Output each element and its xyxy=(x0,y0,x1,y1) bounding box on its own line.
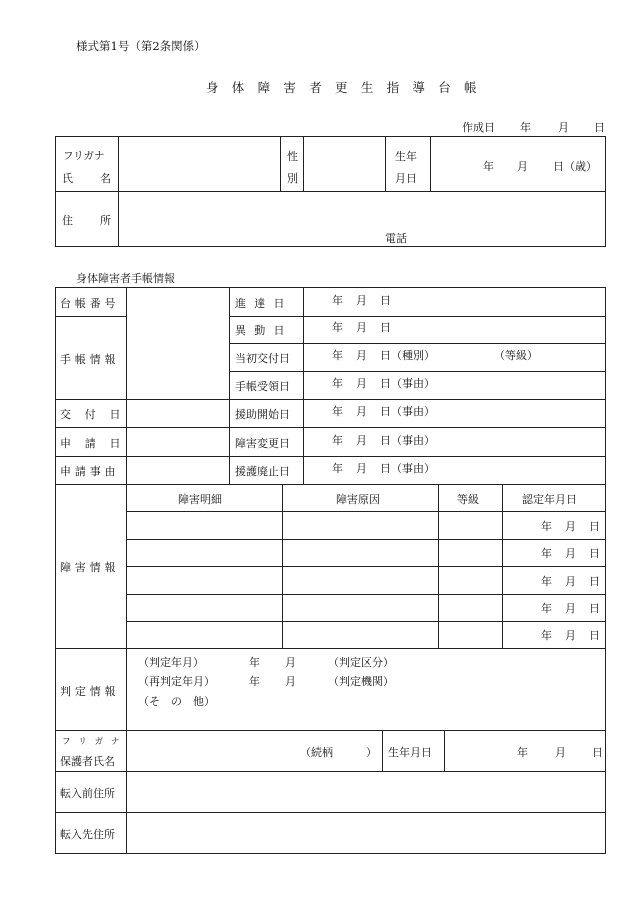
created-date-label: 作成日 xyxy=(462,121,495,134)
cert-month-unit: 月 xyxy=(565,547,576,560)
form-number: 様式第1号（第2条関係） xyxy=(76,39,206,53)
cert-month-unit: 月 xyxy=(565,520,576,533)
address-label-1: 住 xyxy=(62,214,73,227)
cert-year-unit: 年 xyxy=(541,629,552,642)
shogai-henko-jiyu: 日（事由） xyxy=(380,434,435,447)
title-char: 体 xyxy=(231,80,245,95)
engo-haishi-month-unit: 月 xyxy=(356,462,367,475)
header-grade: 等級 xyxy=(457,493,479,506)
techo-section-title: 身体障害者手帳情報 xyxy=(76,272,175,285)
cert-month-unit: 月 xyxy=(565,629,576,642)
title-char: 台 xyxy=(438,80,451,95)
cert-day-unit: 日 xyxy=(589,602,600,615)
title-char: 生 xyxy=(360,80,374,95)
header-disability-cause: 障害原因 xyxy=(336,493,380,506)
shogai-henko-year-unit: 年 xyxy=(332,434,343,447)
ido-day-unit: 日 xyxy=(380,321,391,334)
label-daicho-no: 台帳番号 xyxy=(60,297,120,310)
cert-day-unit: 日 xyxy=(589,547,600,560)
title-char: 指 xyxy=(386,80,400,95)
label-shogai-henko-date: 障害変更日 xyxy=(235,437,290,450)
name-label-2: 名 xyxy=(100,172,111,185)
created-year-unit: 年 xyxy=(520,121,531,134)
cert-year-unit: 年 xyxy=(541,547,552,560)
transfer-after-field[interactable] xyxy=(127,813,605,853)
shinsei-jiyu-field[interactable] xyxy=(127,457,228,483)
engo-haishi-jiyu: 日（事由） xyxy=(380,462,435,475)
shinsei-date-field[interactable] xyxy=(127,428,228,455)
guardian-birth-day-unit: 日 xyxy=(592,746,603,759)
enjo-kaishi-month-unit: 月 xyxy=(356,405,367,418)
juryo-jiyu: 日（事由） xyxy=(380,377,435,390)
header-disability-detail: 障害明細 xyxy=(178,493,222,506)
label-enjo-kaishi-date: 援助開始日 xyxy=(235,408,290,421)
guardian-birth-label: 生年月日 xyxy=(388,746,432,759)
cert-month-unit: 月 xyxy=(565,602,576,615)
daicho-no-field[interactable] xyxy=(127,288,228,315)
juryo-year-unit: 年 xyxy=(332,377,343,390)
address-field[interactable] xyxy=(119,192,605,246)
disability-row-4[interactable] xyxy=(127,595,605,620)
hantei-month-unit: 月 xyxy=(285,656,296,669)
cert-month-unit: 月 xyxy=(565,575,576,588)
disability-row-3[interactable] xyxy=(127,567,605,593)
guardian-birth-month-unit: 月 xyxy=(555,746,566,759)
birth-label-1: 生年 xyxy=(395,150,417,163)
name-field[interactable] xyxy=(119,137,279,190)
address-label-2: 所 xyxy=(100,214,111,227)
label-juryo-date: 手帳受領日 xyxy=(235,380,290,393)
guardian-birth-year-unit: 年 xyxy=(517,746,528,759)
created-day-unit: 日 xyxy=(594,121,605,134)
guardian-furigana-label: フ リ ガ ナ xyxy=(62,737,122,747)
cert-day-unit: 日 xyxy=(589,520,600,533)
cert-year-unit: 年 xyxy=(541,602,552,615)
shintatsu-month-unit: 月 xyxy=(356,294,367,307)
shogai-henko-month-unit: 月 xyxy=(356,434,367,447)
label-hantei-info: 判定情報 xyxy=(60,685,120,698)
label-ido-date: 異動日 xyxy=(235,324,293,337)
toshokofu-year-unit: 年 xyxy=(332,349,343,362)
hantei-other-label: （そ の 他） xyxy=(138,695,215,708)
birth-month-unit: 月 xyxy=(517,160,528,173)
transfer-before-field[interactable] xyxy=(127,772,605,811)
shintatsu-day-unit: 日 xyxy=(380,294,391,307)
phone-label: 電話 xyxy=(385,232,407,245)
label-engo-haishi-date: 援護廃止日 xyxy=(235,465,290,478)
hantei-kikan-label: （判定機関） xyxy=(328,675,394,688)
label-transfer-before: 転入前住所 xyxy=(60,787,115,800)
disability-row-2[interactable] xyxy=(127,540,605,565)
juryo-month-unit: 月 xyxy=(356,377,367,390)
shintatsu-year-unit: 年 xyxy=(332,294,343,307)
created-month-unit: 月 xyxy=(558,121,569,134)
title-char: 更 xyxy=(335,80,348,95)
header-cert-date: 認定年月日 xyxy=(522,493,577,506)
sex-label-2: 別 xyxy=(287,172,298,185)
toshokofu-tokyu: （等級） xyxy=(494,349,538,362)
ido-year-unit: 年 xyxy=(332,321,343,334)
furigana-label: フリガナ xyxy=(63,150,105,162)
label-disability-info: 障害情報 xyxy=(60,561,120,574)
birth-label-2: 月日 xyxy=(395,172,417,185)
cert-year-unit: 年 xyxy=(541,575,552,588)
title-char: 害 xyxy=(283,80,296,95)
engo-haishi-year-unit: 年 xyxy=(332,462,343,475)
label-shintatsu-date: 進達日 xyxy=(235,297,293,310)
techo-info-field[interactable] xyxy=(127,317,228,398)
hantei-date-label: （判定年月） xyxy=(138,656,204,669)
toshokofu-shubetsu: 日（種別） xyxy=(380,349,435,362)
label-shinsei-jiyu: 申請事由 xyxy=(60,465,120,478)
birth-year-unit: 年 xyxy=(483,160,494,173)
cert-day-unit: 日 xyxy=(589,629,600,642)
page-title xyxy=(206,78,477,96)
title-char: 者 xyxy=(309,80,322,95)
title-char: 帳 xyxy=(464,80,477,95)
title-char: 導 xyxy=(412,80,425,95)
disability-row-1[interactable] xyxy=(127,512,605,538)
hantei-kubun-label: （判定区分） xyxy=(328,656,394,669)
birth-age-unit: 日（歳） xyxy=(553,160,597,173)
guardian-relation-label: （続柄 ） xyxy=(300,746,377,759)
label-kofu-date: 交付日 xyxy=(60,408,135,421)
kofu-date-field[interactable] xyxy=(127,400,228,426)
label-toshokofu-date: 当初交付日 xyxy=(235,352,290,365)
ido-month-unit: 月 xyxy=(356,321,367,334)
sex-label-1: 性 xyxy=(287,150,298,163)
re-hantei-year-unit: 年 xyxy=(249,675,260,688)
guardian-name-label: 保護者氏名 xyxy=(60,755,115,768)
hantei-year-unit: 年 xyxy=(249,656,260,669)
label-techo-info: 手帳情報 xyxy=(60,353,120,366)
disability-row-5[interactable] xyxy=(127,622,605,647)
re-hantei-month-unit: 月 xyxy=(285,675,296,688)
cert-day-unit: 日 xyxy=(589,575,600,588)
label-shinsei-date: 申請日 xyxy=(60,437,135,450)
toshokofu-month-unit: 月 xyxy=(356,349,367,362)
cert-year-unit: 年 xyxy=(541,520,552,533)
enjo-kaishi-year-unit: 年 xyxy=(332,405,343,418)
title-char: 障 xyxy=(257,80,271,95)
enjo-kaishi-jiyu: 日（事由） xyxy=(380,405,435,418)
name-label-1: 氏 xyxy=(62,172,73,185)
re-hantei-date-label: （再判定年月） xyxy=(138,675,215,688)
sex-field[interactable] xyxy=(304,137,384,190)
title-char: 身 xyxy=(206,80,219,95)
label-transfer-after: 転入先住所 xyxy=(60,828,115,841)
